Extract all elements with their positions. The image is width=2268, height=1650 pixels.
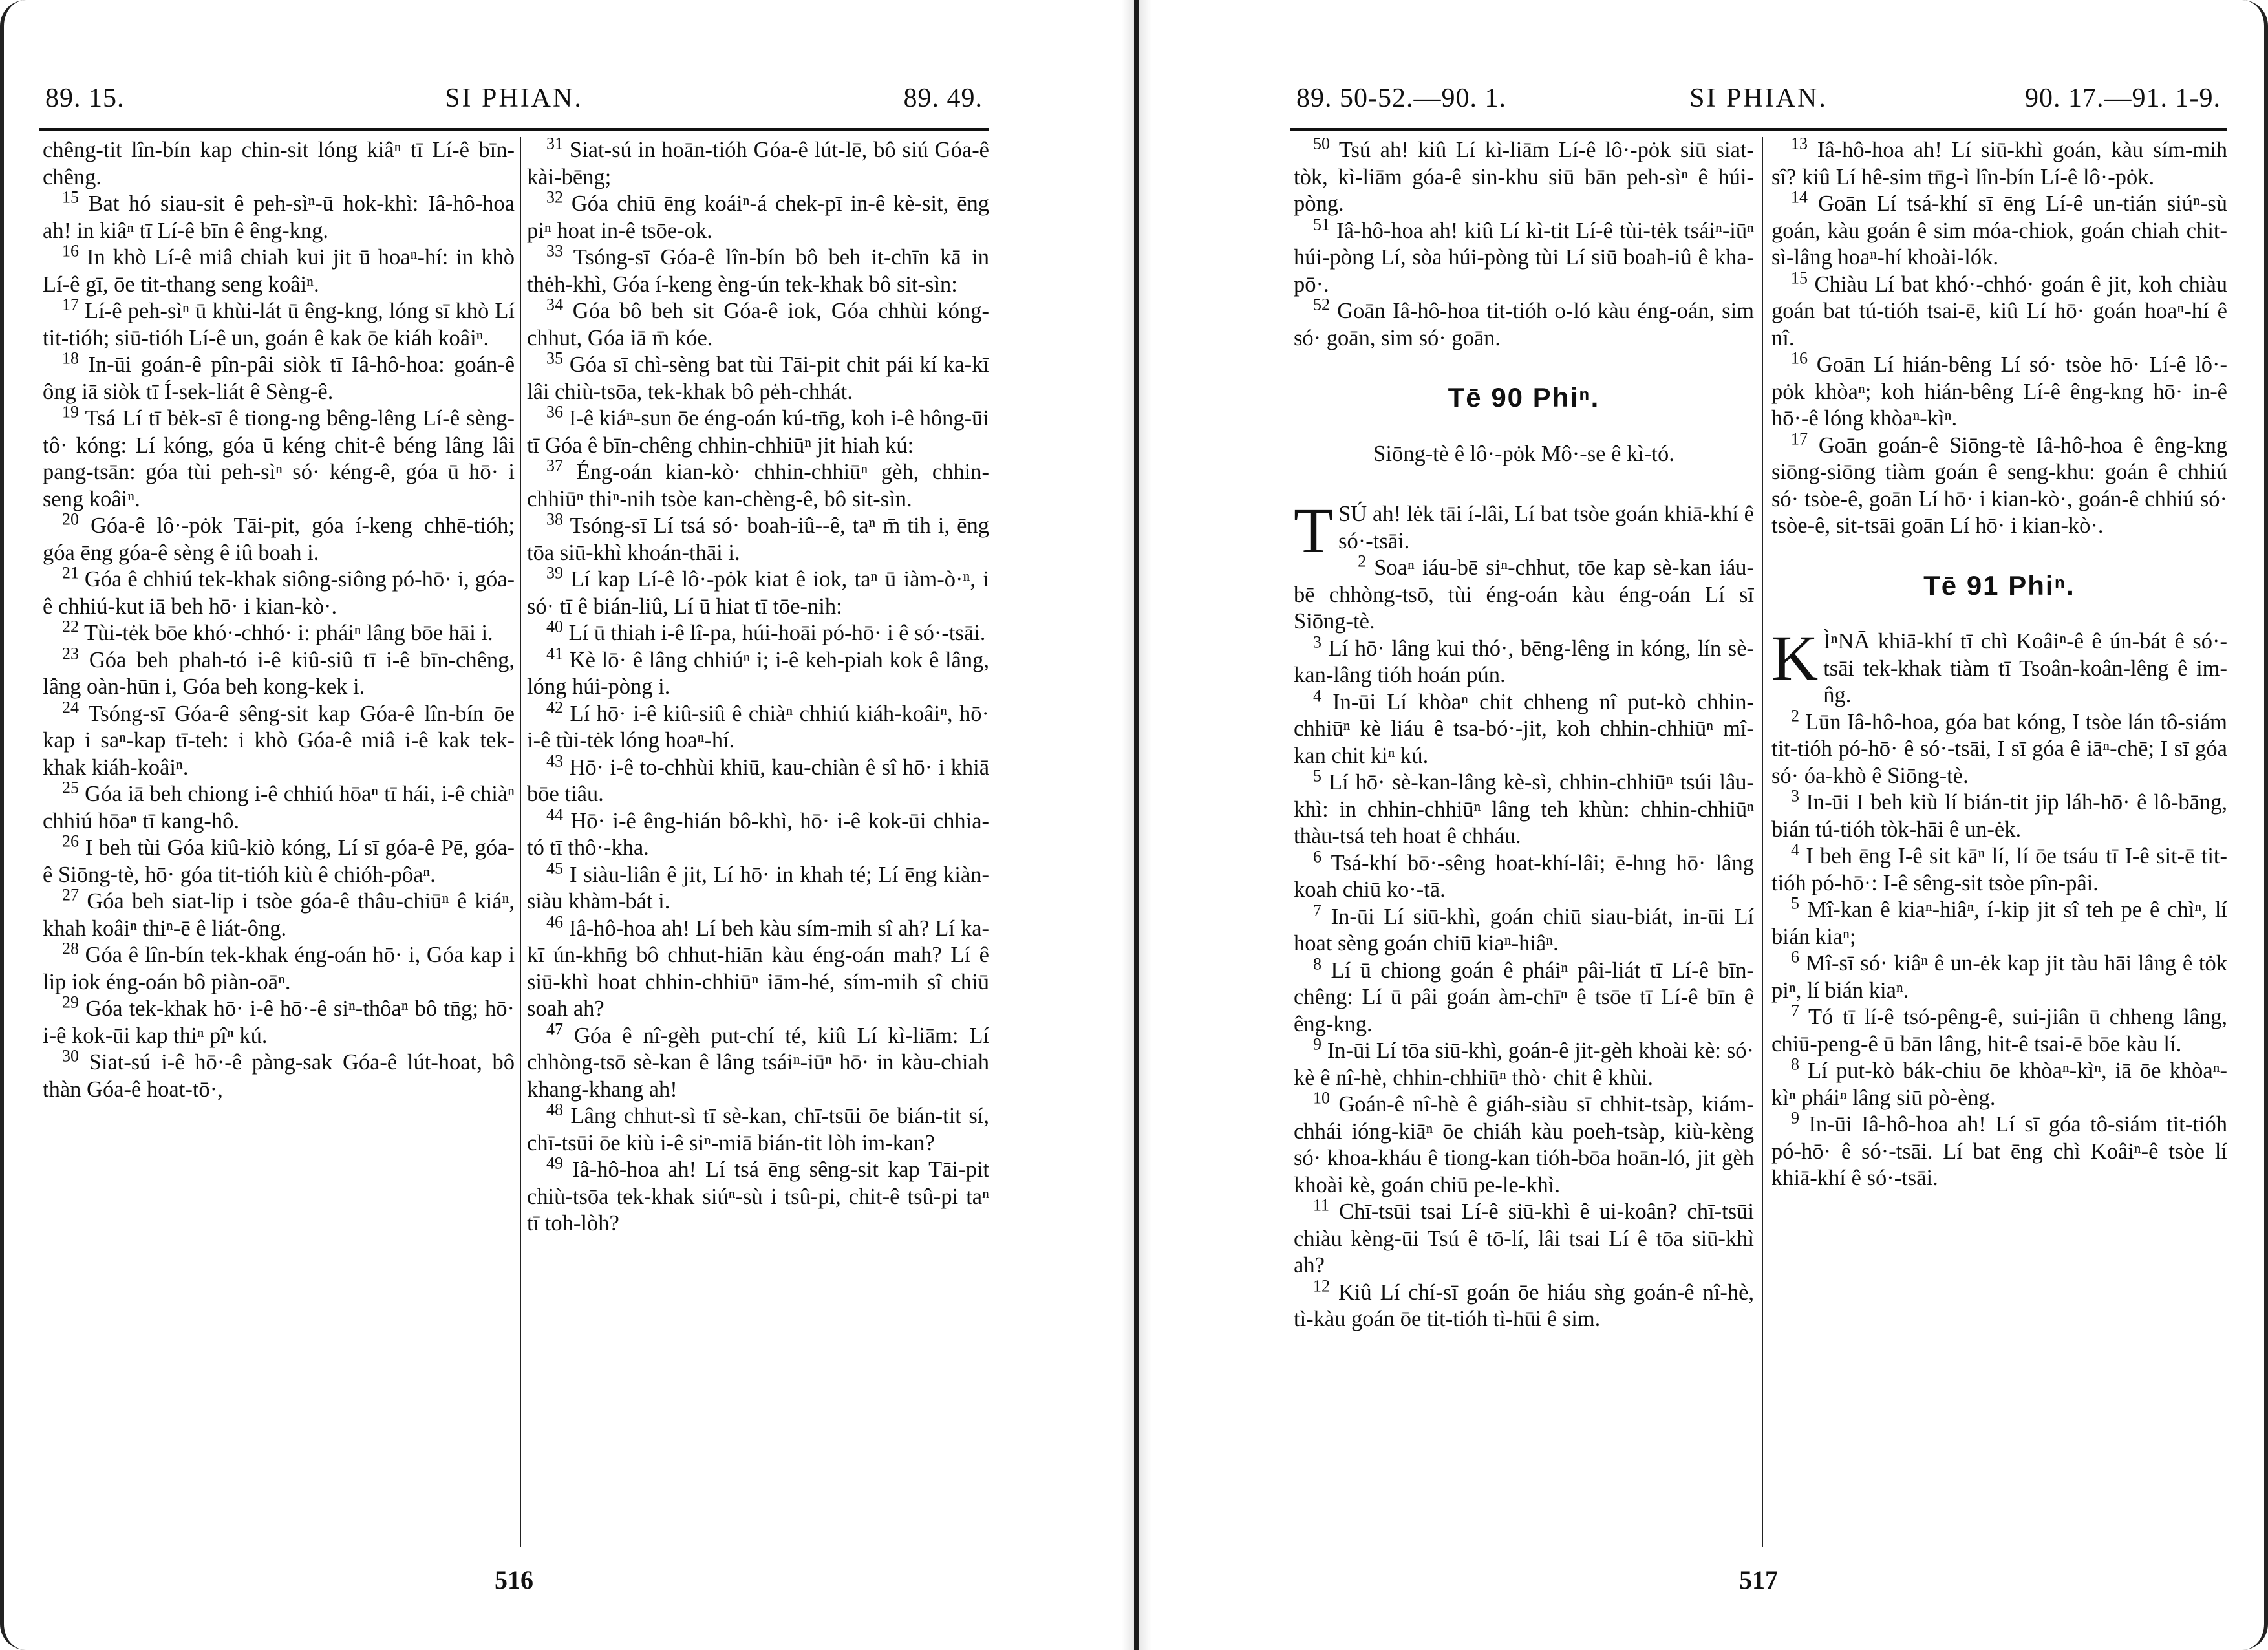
chapter-90-superscription: Siōng-tè ê lô·-pȯk Mô·-se ê kì-tó. [1373, 441, 1674, 466]
verse-number: 41 [546, 644, 563, 663]
verse-number: 17 [62, 295, 79, 314]
verse-number: 16 [62, 241, 79, 261]
verse-text: Lí hō· sè-kan-lâng kè-sì, chhin-chhiūⁿ tsúi lâu-khì: in chhin-chhiūⁿ lâng teh khùn: chhin-chhiūⁿ thàu-tsá teh hoat ê chháu. [1294, 770, 1754, 848]
verse-number: 34 [546, 295, 563, 314]
verse-number: 23 [62, 644, 79, 663]
verse-number: 35 [546, 348, 563, 368]
verse [43, 295, 515, 352]
verse-text: Chiàu Lí bat khó·-chhó· goán ê jit, koh chiàu goán bat tú-tióh tsai-ē, kiû Lí hō· goán hoaⁿ-hí ê nî. [1771, 272, 2227, 350]
verse-number: 36 [546, 402, 563, 422]
right-column [1771, 137, 2227, 1540]
verse-text: Goán-ê nî-hè ê giáh-siàu sī chhit-tsàp, kiám-chhái ióng-kiāⁿ ōe chiáh kàu poeh-tsàp, kiù-kèng só· khoa-kháu ê tiong-kan tióh-bōa hoān-ló, jit gèh khoài kè, goán chiū pe-le-khì. [1294, 1092, 1754, 1197]
verse-number: 4 [1791, 840, 1799, 859]
verse [527, 698, 989, 755]
verse-text: Soaⁿ iáu-bē siⁿ-chhut, tōe kap sè-kan iáu-bē chhòng-tsō, tùi éng-oán kàu éng-oán Lí sī Siōng-tè. [1294, 555, 1754, 634]
verse [527, 1020, 989, 1104]
verse [527, 751, 989, 808]
page-number: 517 [1739, 1565, 1778, 1594]
verse [1771, 894, 2227, 950]
verse-text: In khò Lí-ê miâ chiah kui jit ū hoaⁿ-hí: in khò Lí-ê gī, ōe tit-thang seng koâiⁿ. [43, 245, 515, 297]
verse-text: Goān goán-ê Siōng-tè Iâ-hô-hoa ê êng-kng siōng-siōng tiàm goán ê seng-khu: goán ê chhiú só· tsòe-ê, goān Lí hō· i kian-kò·, goán-ê chhiú só· tsòe-ê, sit-tsāi goān Lí hō· i kian-kò·. [1771, 433, 2227, 538]
verse-text: Tsá Lí tī bėk-sī ê tiong-ng bêng-lêng Lí-ê sèng-tô· kóng: Lí kóng, góa ū kéng chit-ê béng lâng lâi pang-tsān: góa tùi peh-sìⁿ só· kéng-ê, góa ū hō· i seng koâiⁿ. [43, 406, 515, 511]
chapter-90-title: Tē 90 Phiⁿ. [1448, 382, 1600, 412]
verse-number: 8 [1791, 1055, 1799, 1074]
verse-number: 51 [1313, 215, 1330, 233]
verse-number: 47 [546, 1020, 563, 1038]
verse-text: Bat hó siau-sit ê peh-sìⁿ-ū hok-khì: Iâ-hô-hoa ah! in kiâⁿ tī Lí-ê bīn ê êng-kng. [43, 191, 515, 243]
verse-text: Góa beh siat-lip i tsòe góa-ê thâu-chiūⁿ ê kiáⁿ, khah koâiⁿ thiⁿ-ē ê liát-ông. [43, 889, 515, 941]
verse [43, 402, 515, 513]
verse-text: Góa ê nî-gèh put-chí té, kiû Lí kì-liām: Lí chhòng-tsō sè-kan ê lâng tsáiⁿ-iūⁿ hō· in kàu-chiah khang-khang ah! [527, 1023, 989, 1102]
verse-text: Góa bô beh sit Góa-ê iok, Góa chhùi kóng-chhut, Góa iā m̄ kóe. [527, 299, 989, 350]
verse-text: I siàu-liân ê jit, Lí hō· in khah té; Lí ēng kiàn-siàu khàm-bát i. [527, 862, 989, 914]
verse [1771, 840, 2227, 897]
verse-number: 24 [62, 698, 79, 716]
verse [527, 509, 989, 566]
verse-text: Hō· i-ê to-chhùi khiū, kau-chiàn ê sî hō· i khiā bōe tiâu. [527, 755, 989, 806]
verse-number: 37 [546, 456, 563, 475]
verse [1771, 706, 2227, 790]
verse-text: Goān Lí hián-bêng Lí só· tsòe hō· Lí-ê lô·-pȯk khòaⁿ; koh hián-bêng Lí-ê êng-kng hō· in-ê hō·-ê lóng khòaⁿ-kìⁿ. [1771, 352, 2227, 431]
verse-text: Iâ-hô-hoa ah! Lí beh kàu sím-mih sî ah? Lí ka-kī ún-khn̄g bô chhut-hiān kàu éng-oán mah? Lí ê siū-khì hoat chhin-chhiūⁿ iām-hé, sím-mih sî chiū soah ah? [527, 916, 989, 1021]
verse-number: 20 [62, 509, 79, 529]
verse [527, 617, 989, 647]
verse-number: 3 [1313, 632, 1321, 651]
verse-number: 39 [546, 563, 563, 583]
verse-text: Lí kap Lí-ê lô·-pȯk kiat ê iok, taⁿ ū iàm-ò·ⁿ, i só· tī ê bián-liû, Lí ū hiat tī tōe-nih: [527, 567, 989, 619]
chapter-91-verse-1 [1771, 622, 2227, 709]
verse [1771, 947, 2227, 1004]
verse-number: 40 [546, 617, 563, 636]
verse-text: Chī-tsūi tsai Lí-ê siū-khì ê ui-koân? chī-tsūi chiàu kèng-ūi Tsú ê tō-lí, lâi tsai Lí ê tōa siū-khì ah? [1294, 1199, 1754, 1278]
verse-number: 6 [1313, 847, 1321, 866]
verse [527, 241, 989, 298]
verse [43, 137, 515, 191]
verse [1294, 215, 1754, 299]
header-book-title: SI PHIAN. [445, 83, 583, 113]
verse-text: I beh ēng I-ê sit kāⁿ lí, lí ōe tsáu tī I-ê sit-ē tit-tióh pó-hō·: I-ê sêng-sit tsòe pîn-pâi. [1771, 844, 2227, 895]
verse-text: Lâng chhut-sì tī sè-kan, chī-tsūi ōe bián-tit sí, chī-tsūi ōe kiù i-ê siⁿ-miā bián-tit lòh im-kan? [527, 1104, 989, 1155]
verse-number: 3 [1791, 786, 1799, 806]
verse-text: ÌⁿNĀ khiā-khí tī chì Koâiⁿ-ê ê ún-bát ê só·-tsāi tek-khak tiàm tī Tsoân-koân-lêng ê im-n̂g. [1823, 629, 2227, 707]
header-rule [1290, 128, 2227, 131]
page-number: 516 [495, 1565, 533, 1594]
verse-text: Mî-sī só· kiâⁿ ê un-ėk kap jit tàu hāi lâng ê tȯk piⁿ, lí bián kiaⁿ. [1771, 951, 2227, 1003]
verse-text: Góa-ê lô·-pȯk Tāi-pit, góa í-keng chhē-tióh; góa ēng góa-ê sèng ê iû boah i. [43, 513, 515, 565]
verse-number: 18 [62, 348, 79, 368]
verse [527, 295, 989, 352]
verse-number: 10 [1313, 1088, 1330, 1108]
verse-number: 17 [1791, 429, 1808, 448]
verse [43, 348, 515, 405]
verse-text: Siat-sú i-ê hō·-ê pàng-sak Góa-ê lút-hoat, bô thàn Góa-ê hoat-tō·, [43, 1050, 515, 1102]
verse-text: Tsóng-sī Góa-ê lîn-bín bô beh it-chīn kā in thėh-khì, Góa í-keng èng-ún tek-khak bô sit-sìn: [527, 245, 989, 297]
verse-text: Lí-ê peh-sìⁿ ū khùi-lát ū êng-kng, lóng sī khò Lí tit-tióh; siū-tióh Lí-ê un, goán ê kak ōe kiáh koâiⁿ. [43, 299, 515, 350]
verse-number: 31 [546, 137, 563, 153]
verse [527, 805, 989, 862]
verse-text: In-ūi I beh kiù lí bián-tit jip láh-hō· ê lô-bāng, bián tú-tióh tòk-hāi ê un-ėk. [1771, 790, 2227, 842]
verse-number: 25 [62, 778, 79, 797]
verse-number: 5 [1791, 894, 1799, 913]
verse [527, 402, 989, 459]
verse [1771, 1108, 2227, 1192]
verse-number: 38 [546, 509, 563, 529]
verse-text: In-ūi goán-ê pîn-pâi siòk tī Iâ-hô-hoa: goán-ê ông iā siòk tī Í-sek-liát ê Sèng-ê. [43, 352, 515, 404]
right-column [527, 137, 989, 1540]
verse [1771, 188, 2227, 272]
verse-text: Lí put-kò bák-chiu ōe khòaⁿ-kìⁿ, iā ōe khòaⁿ-kìⁿ pháiⁿ lâng siū pò-èng. [1771, 1058, 2227, 1110]
verse-number: 46 [546, 912, 563, 931]
right-page [1290, 0, 2227, 1650]
verse-text: Lí ū chiong goán ê pháiⁿ pâi-liát tī Lí-ê bīn-chêng: Lí ū pâi goán àm-chīⁿ ê tsōe tī Lí-ê bīn ê êng-kng. [1294, 958, 1754, 1036]
verse [1294, 1088, 1754, 1199]
book-right-edge [2229, 0, 2268, 1650]
left-column [43, 137, 515, 1540]
verse-number: 50 [1313, 137, 1330, 153]
verse-text: Lūn Iâ-hô-hoa, góa bat kóng, I tsòe lán tô-siám tit-tióh pó-hō· ê só·-tsāi, I sī góa ê iāⁿ-chē; I sī góa só· óa-khò ê Siōng-tè. [1771, 709, 2227, 788]
verse [43, 241, 515, 298]
header-verse-range-end: 89. 49. [903, 83, 983, 113]
verse [43, 509, 515, 566]
verse-number: 49 [546, 1153, 563, 1173]
verse-text: In-ūi Lí khòaⁿ chit chheng nî put-kò chhin-chhiūⁿ kè liáu ê tsa-bó·-jit, koh chhin-chhiūⁿ mî-kan chit kiⁿ kú. [1294, 689, 1754, 768]
verse-number: 42 [546, 698, 563, 716]
verse-text: Tùi-tėk bōe khó·-chhó· i: pháiⁿ lâng bōe hāi i. [84, 621, 493, 645]
verse [43, 698, 515, 782]
verse [1294, 954, 1754, 1038]
verse-number: 12 [1313, 1276, 1330, 1295]
verse-number: 22 [62, 617, 79, 636]
verse [1771, 137, 2227, 191]
verse-text: I beh tùi Góa kiû-kiò kóng, Lí sī góa-ê Pē, góa-ê Siōng-tè, hō· góa tit-tióh kiù ê chióh-pôaⁿ. [43, 835, 515, 887]
verse-text: Tsóng-sī Góa-ê sêng-sit kap Góa-ê lîn-bín ōe kap i saⁿ-kap tī-teh: i khò Góa-ê miâ i-ê kak tek-khak kiáh-koâiⁿ. [43, 701, 515, 780]
book-gutter [1134, 0, 1139, 1650]
verse-text: Góa tek-khak hō· i-ê hō·-ê siⁿ-thôaⁿ bô tn̄g; hō· i-ê kok-ūi kap thiⁿ pîⁿ kú. [43, 996, 515, 1048]
verse [527, 859, 989, 916]
verse-number: 32 [546, 188, 563, 207]
verse-text: Góa iā beh chiong i-ê chhiú hōaⁿ tī hái, i-ê chiàⁿ chhiú hōaⁿ tī kang-hô. [43, 782, 515, 833]
chapter-91-title: Tē 91 Phiⁿ. [1923, 570, 2075, 601]
verse-text: Tó tī lí-ê tsó-pêng-ê, sui-jiân ū chheng lâng, chiū-peng-ê ū bān lâng, hit-ê tsai-ē bōe kàu lí. [1771, 1005, 2227, 1056]
verse [527, 456, 989, 513]
verse-number: 44 [546, 805, 563, 824]
text-columns [1290, 137, 2227, 1540]
verse [527, 137, 989, 191]
verse-text: Góa beh phah-tó i-ê kiû-siû tī i-ê bīn-chêng, lâng oàn-hūn i, Góa beh kong-kek i. [43, 647, 515, 699]
verse-number: 43 [546, 751, 563, 770]
verse-number: 30 [62, 1046, 79, 1066]
verse-number: 7 [1791, 1001, 1799, 1020]
verse-number: 52 [1313, 295, 1330, 314]
book-left-edge [0, 0, 39, 1650]
verse-text: Iâ-hô-hoa ah! Lí tsá ēng sêng-sit kap Tāi-pit chiù-tsōa tek-khak siúⁿ-sù i tsû-pi, chit-ê tsû-pi taⁿ tī toh-lòh? [527, 1157, 989, 1236]
verse-text: Goān Lí tsá-khí sī ēng Lí-ê un-tián siúⁿ-sù goán, kàu goán ê sim móa-chiok, goán chiah chit-sì-lâng hoaⁿ-hí khoài-lók. [1771, 191, 2227, 270]
verse-number: 9 [1791, 1108, 1799, 1128]
verse-text: chêng-tit lîn-bín kap chin-sit lóng kiâⁿ tī Lí-ê bīn-chêng. [43, 138, 515, 189]
left-page [39, 0, 989, 1650]
verse [1294, 686, 1754, 770]
verse-number: 8 [1313, 954, 1321, 973]
verse-number: 14 [1791, 188, 1808, 207]
verse-number: 2 [1791, 706, 1799, 725]
verse [1771, 786, 2227, 843]
drop-cap: K [1771, 622, 1819, 694]
verse-text: Goān Iâ-hô-hoa tit-tióh o-ló kàu éng-oán, sim só· goān, sim só· goān. [1294, 299, 1754, 350]
verse [1294, 632, 1754, 689]
verse-text: Kiû Lí chí-sī goán ōe hiáu sǹg goán-ê nî-hè, tì-kàu goán ōe tit-tióh tì-hūi ê sim. [1294, 1280, 1754, 1331]
verse [1294, 901, 1754, 958]
verse [1771, 348, 2227, 433]
verse [43, 188, 515, 244]
verse [1771, 1055, 2227, 1111]
left-column [1294, 137, 1754, 1540]
verse [1294, 1195, 1754, 1280]
verse [43, 1046, 515, 1103]
verse-number: 15 [62, 188, 79, 207]
verse-number: 15 [1791, 268, 1808, 287]
verse-text: In-ūi Lí siū-khì, goán chiū siau-biát, in-ūi Lí hoat sèng goán chiū kiaⁿ-hiâⁿ. [1294, 904, 1754, 956]
header-verse-range-start: 89. 50-52.—90. 1. [1296, 83, 1506, 113]
verse-number: 5 [1313, 766, 1321, 786]
verse-number: 11 [1313, 1195, 1330, 1215]
verse-text: Lí ū thiah i-ê lî-pa, húi-hoāi pó-hō· i ê só·-tsāi. [568, 621, 986, 645]
verse-number: 19 [62, 402, 79, 422]
verse-number: 9 [1313, 1034, 1321, 1054]
verse-number: 4 [1313, 686, 1321, 705]
verse [1294, 1276, 1754, 1333]
running-head [39, 83, 989, 122]
verse [527, 1100, 989, 1157]
verse-text: In-ūi Lí tōa siū-khì, goán-ê jit-gèh khoài kè: só· kè ê nî-hè, chhin-chhiūⁿ thò· chit ê khùi. [1294, 1038, 1754, 1090]
verse-text: Iâ-hô-hoa ah! kiû Lí kì-tit Lí-ê tùi-tėk tsáiⁿ-iūⁿ húi-pòng Lí, sòa húi-pòng tùi Lí siū boah-iû ê kha-pō·. [1294, 218, 1754, 297]
drop-cap: T [1294, 495, 1334, 566]
verse-number: 13 [1791, 137, 1808, 153]
verse [1294, 137, 1754, 218]
verse [43, 939, 515, 996]
verse-number: 7 [1313, 901, 1321, 919]
verse [527, 644, 989, 701]
verse-number: 29 [62, 992, 79, 1012]
verse [43, 644, 515, 701]
verse [527, 348, 989, 405]
chapter-90-verse-1 [1294, 495, 1754, 566]
verse-text: Iâ-hô-hoa ah! Lí siū-khì goán, kàu sím-mih sî? kiû Lí hê-sim tn̄g-ì lîn-bín Lí-ê lô·-pȯk. [1771, 138, 2227, 189]
verse-text: Mî-kan ê kiaⁿ-hiâⁿ, í-kip jit sî teh pe ê chìⁿ, lí bián kiaⁿ; [1771, 897, 2227, 949]
verse [1294, 552, 1754, 636]
verse-text: Tsú ah! kiû Lí kì-liām Lí-ê lô·-pȯk siū siat-tòk, kì-liām góa-ê sin-khu siū bān peh-sìⁿ ê húi-pòng. [1294, 138, 1754, 216]
verse-number: 6 [1791, 947, 1799, 967]
verse [527, 188, 989, 244]
verse-number: 28 [62, 939, 79, 958]
verse-text: Lí hō· lâng kui thó·, bēng-lêng in kóng, lín sè-kan-lâng tióh hoán pún. [1294, 636, 1754, 687]
verse-text: In-ūi Iâ-hô-hoa ah! Lí sī góa tô-siám tit-tióh pó-hō· ê só·-tsāi. Lí bat ēng chì Koâiⁿ-ê tsòe lí khiā-khí ê só·-tsāi. [1771, 1112, 2227, 1190]
verse [1294, 766, 1754, 850]
running-head [1290, 83, 2227, 122]
verse-number: 48 [546, 1100, 563, 1119]
verse-number: 26 [62, 831, 79, 851]
verse [43, 992, 515, 1049]
verse [527, 912, 989, 1023]
verse-text: Góa chiū ēng koáiⁿ-á chek-pī in-ê kè-sit, ēng piⁿ hoat in-ê tsōe-ok. [527, 191, 989, 243]
verse-text: SÚ ah! lėk tāi í-lâi, Lí bat tsòe goán khiā-khí ê só·-tsāi. [1338, 502, 1754, 553]
verse [1771, 268, 2227, 352]
verse [43, 563, 515, 620]
verse-number: 16 [1791, 348, 1808, 368]
verse [1771, 429, 2227, 540]
verse [43, 885, 515, 942]
verse-text: Siat-sú in hoān-tióh Góa-ê lút-lē, bô siú Góa-ê kài-bēng; [527, 138, 989, 189]
verse-number: 45 [546, 859, 563, 877]
verse-text: Lí hō· i-ê kiû-siû ê chiàⁿ chhiú kiáh-koâiⁿ, hō· i-ê tùi-tėk lóng hoaⁿ-hí. [527, 701, 989, 753]
verse [527, 563, 989, 620]
verse [1294, 295, 1754, 352]
verse [1771, 1001, 2227, 1058]
verse-text: Góa sī chì-sèng bat tùi Tāi-pit chit pái kí ka-kī lâi chiù-tsōa, tek-khak bô pėh-chhát. [527, 352, 989, 404]
verse-text: Éng-oán kian-kò· chhin-chhiūⁿ gèh, chhin-chhiūⁿ thiⁿ-nih tsòe kan-chèng-ê, bô sit-sìn. [527, 460, 989, 511]
verse-number: 21 [62, 563, 79, 583]
verse-text: Hō· i-ê êng-hián bô-khì, hō· i-ê kok-ūi chhia-tó tī thô·-kha. [527, 808, 989, 860]
verse [43, 778, 515, 835]
verse [43, 831, 515, 888]
verse-number: 33 [546, 241, 563, 261]
verse [1294, 1034, 1754, 1091]
verse-text: Tsóng-sī Lí tsá só· boah-iû--ê, taⁿ m̄ tih i, ēng tōa siū-khì khoán-thāi i. [527, 513, 989, 565]
header-verse-range-end: 90. 17.—91. 1-9. [2025, 83, 2221, 113]
verse-text: Góa ê lîn-bín tek-khak éng-oán hō· i, Góa kap i lip iok éng-oán bô piàn-oāⁿ. [43, 943, 515, 994]
verse-text: I-ê kiáⁿ-sun ōe éng-oán kú-tn̄g, koh i-ê hông-ūi tī Góa ê bīn-chêng chhin-chhiūⁿ jit hiah kú: [527, 406, 989, 458]
verse-number: 2 [1358, 552, 1367, 571]
verse-text: Tsá-khí bō·-sêng hoat-khí-lâi; ē-hng hō· lâng koah chiū ko·-tā. [1294, 850, 1754, 902]
verse [43, 617, 515, 647]
verse [1294, 847, 1754, 904]
verse-text: Kè lō· ê lâng chhiúⁿ i; i-ê keh-piah kok ê lâng, lóng húi-pòng i. [527, 647, 989, 699]
header-rule [39, 128, 989, 131]
verse-text: Góa ê chhiú tek-khak siông-siông pó-hō· i, góa-ê chhiú-kut iā beh hō· i kian-kò·. [43, 567, 515, 619]
text-columns [39, 137, 989, 1540]
verse-number: 27 [62, 885, 79, 905]
header-book-title: SI PHIAN. [1689, 83, 1828, 113]
verse [527, 1153, 989, 1238]
header-verse-range-start: 89. 15. [45, 83, 125, 113]
